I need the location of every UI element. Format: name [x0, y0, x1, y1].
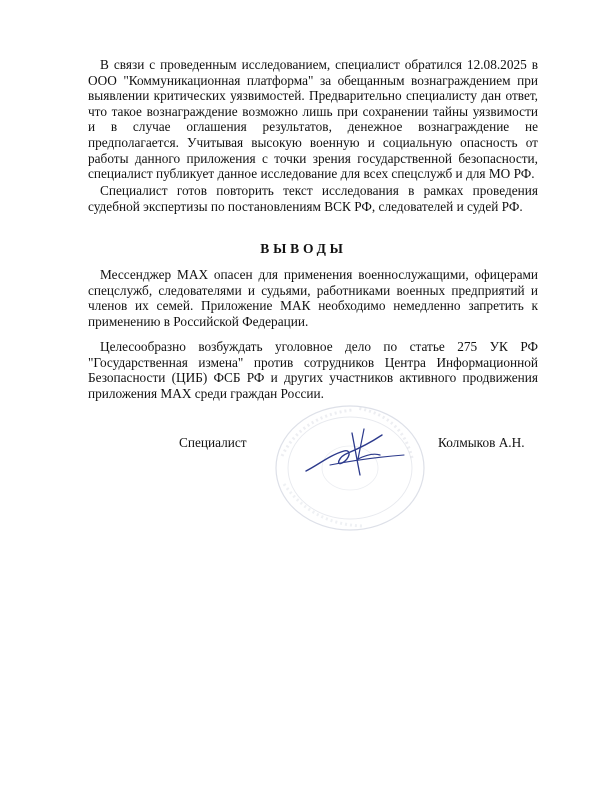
- conclusions-heading: ВЫВОДЫ: [260, 241, 347, 256]
- conclusion-criminal-case: Целесообразно возбуждать уголовное дело по статье 275 УК РФ "Государственная измена" против сотрудников Центра Информационной Безопасности (ЦИБ) ФСБ РФ и других участников активного продвижения приложения MAX среди граждан России.: [88, 339, 538, 401]
- paragraph-reward-request: В связи с проведенным исследованием, специалист обратился 12.08.2025 в ООО "Коммуникационная платформа" за обещанным вознаграждением при выявлении критических уязвимостей. Предварительно специалисту дан ответ, что такое вознаграждение возможно лишь при сохранении тайны уязвимости и в случае оглашения результатов, денежное вознаграждение не предполагается. Учитывая высокую военную и социальную опасность от работы данного приложения с точки зрения государственной безопасности, специалист публикует данное исследование для всех спецслужб и для МО РФ.: [88, 57, 538, 182]
- signature-role: Специалист: [179, 435, 247, 450]
- conclusion-ban-messenger: Мессенджер MAX опасен для применения военнослужащими, офицерами спецслужб, следователями и судьями, работниками военных предприятий и членов их семей. Приложение МАК необходимо немедленно запретить к применению в Российской Федерации.: [88, 267, 538, 329]
- signature-name: Колмыков А.Н.: [438, 435, 525, 450]
- handwritten-signature: [300, 425, 410, 480]
- paragraph-expert-readiness: Специалист готов повторить текст исследования в рамках проведения судебной экспертизы по постановлениям ВСК РФ, следователей и судей РФ.: [88, 183, 538, 214]
